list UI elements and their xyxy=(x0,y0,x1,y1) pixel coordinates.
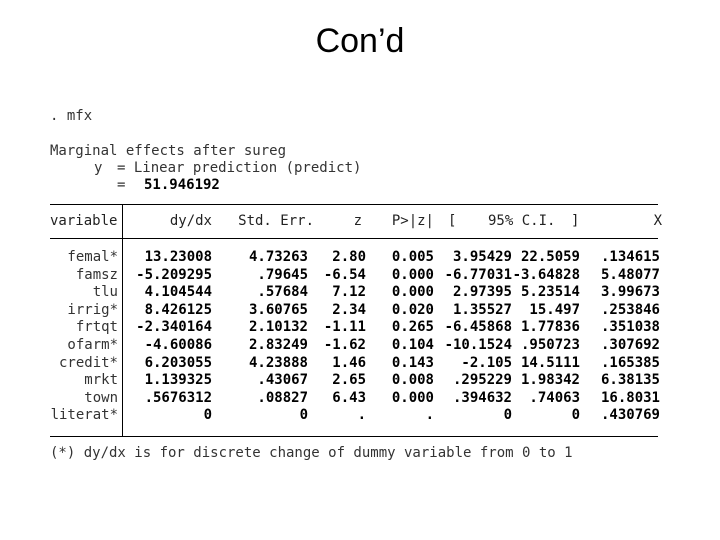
cell-dydx: -5.209295 xyxy=(136,266,212,283)
cell-x: .307692 xyxy=(600,337,660,353)
cell-z: -1.11 xyxy=(323,319,366,336)
cell-hi: 22.5059 xyxy=(520,249,580,265)
col-pvalue: P>|z| xyxy=(391,213,434,229)
cell-z: . xyxy=(357,407,366,424)
cell-p: 0.143 xyxy=(391,354,434,371)
cell-x: .134615 xyxy=(600,249,660,265)
cell-hi: 14.5111 xyxy=(520,354,580,371)
cell-se: 0 xyxy=(299,407,308,424)
cell-lo: -2.105 xyxy=(461,354,512,371)
cell-dydx: 8.426125 xyxy=(144,301,212,318)
cell-lo: .295229 xyxy=(452,372,512,389)
cell-var: mrkt xyxy=(84,372,118,389)
cell-var: femal* xyxy=(67,249,118,265)
cell-hi: 1.98342 xyxy=(520,372,580,389)
cell-z: 2.65 xyxy=(332,372,366,389)
col-x: X xyxy=(653,213,662,229)
cell-lo: -6.45868 xyxy=(444,319,512,336)
col-ci-open: [ xyxy=(448,213,457,229)
cell-x: .351038 xyxy=(600,319,660,336)
table-top-rule xyxy=(50,204,658,205)
cell-z: 1.46 xyxy=(332,354,366,371)
cell-hi: 0 xyxy=(571,407,580,424)
cell-x: 5.48077 xyxy=(600,266,660,283)
cell-p: 0.000 xyxy=(391,266,434,283)
cell-var: famsz xyxy=(75,266,118,283)
cell-p: 0.005 xyxy=(391,249,434,265)
cell-x: .253846 xyxy=(600,301,660,318)
cell-se: 4.73263 xyxy=(248,249,308,265)
cell-p: 0.000 xyxy=(391,284,434,301)
header-y-text: = Linear prediction (predict) xyxy=(117,160,362,176)
cell-z: 6.43 xyxy=(332,389,366,406)
cell-x: 3.99673 xyxy=(600,284,660,301)
cell-se: 3.60765 xyxy=(248,301,308,318)
cell-lo: -10.1524 xyxy=(444,337,512,353)
cell-dydx: 1.139325 xyxy=(144,372,212,389)
cell-z: 7.12 xyxy=(332,284,366,301)
cell-dydx: 6.203055 xyxy=(144,354,212,371)
cell-se: .79645 xyxy=(257,266,308,283)
cell-dydx: -4.60086 xyxy=(144,337,212,353)
table-header-rule xyxy=(50,238,658,239)
table-vertical-rule xyxy=(122,204,123,436)
stata-command: . mfx xyxy=(50,108,93,124)
cell-hi: 5.23514 xyxy=(520,284,580,301)
col-variable: variable xyxy=(50,213,118,229)
cell-se: 4.23888 xyxy=(248,354,308,371)
col-ci: 95% C.I. xyxy=(488,213,556,229)
cell-var: irrig* xyxy=(67,301,118,318)
cell-hi: 15.497 xyxy=(529,301,580,318)
header-value: 51.946192 xyxy=(144,177,220,193)
cell-lo: -6.77031 xyxy=(444,266,512,283)
cell-x: 16.8031 xyxy=(600,389,660,406)
cell-x: 6.38135 xyxy=(600,372,660,389)
cell-z: -1.62 xyxy=(323,337,366,353)
cell-lo: 2.97395 xyxy=(452,284,512,301)
cell-lo: 0 xyxy=(503,407,512,424)
cell-dydx: .5676312 xyxy=(144,389,212,406)
cell-x: .430769 xyxy=(600,407,660,424)
cell-se: .43067 xyxy=(257,372,308,389)
cell-hi: .950723 xyxy=(520,337,580,353)
cell-lo: 3.95429 xyxy=(452,249,512,265)
cell-p: 0.020 xyxy=(391,301,434,318)
header-line-1: Marginal effects after sureg xyxy=(50,143,287,159)
cell-dydx: -2.340164 xyxy=(136,319,212,336)
cell-lo: 1.35527 xyxy=(452,301,512,318)
cell-se: .57684 xyxy=(257,284,308,301)
header-y-label: y xyxy=(94,160,103,176)
cell-var: town xyxy=(84,389,118,406)
cell-var: tlu xyxy=(92,284,118,301)
cell-se: .08827 xyxy=(257,389,308,406)
cell-x: .165385 xyxy=(600,354,660,371)
header-eq: = xyxy=(117,177,126,193)
cell-p: 0.008 xyxy=(391,372,434,389)
cell-hi: 1.77836 xyxy=(520,319,580,336)
cell-hi: -3.64828 xyxy=(512,266,580,283)
cell-dydx: 0 xyxy=(203,407,212,424)
cell-p: 0.104 xyxy=(391,337,434,353)
cell-p: 0.000 xyxy=(391,389,434,406)
col-stderr: Std. Err. xyxy=(238,213,314,229)
cell-lo: .394632 xyxy=(452,389,512,406)
table-bottom-rule xyxy=(50,436,658,437)
cell-var: credit* xyxy=(58,354,118,371)
cell-p: 0.265 xyxy=(391,319,434,336)
cell-z: -6.54 xyxy=(323,266,366,283)
cell-var: literat* xyxy=(50,407,118,424)
cell-se: 2.83249 xyxy=(248,337,308,353)
cell-se: 2.10132 xyxy=(248,319,308,336)
cell-p: . xyxy=(425,407,434,424)
cell-z: 2.34 xyxy=(332,301,366,318)
footnote: (*) dy/dx is for discrete change of dummy variable from 0 to 1 xyxy=(50,445,573,461)
cell-var: ofarm* xyxy=(67,337,118,353)
cell-dydx: 13.23008 xyxy=(144,249,212,265)
cell-hi: .74063 xyxy=(529,389,580,406)
slide-title: Con’d xyxy=(315,22,405,60)
cell-dydx: 4.104544 xyxy=(144,284,212,301)
cell-var: frtqt xyxy=(75,319,118,336)
cell-z: 2.80 xyxy=(332,249,366,265)
col-ci-close: ] xyxy=(571,213,580,229)
col-z: z xyxy=(353,213,362,229)
col-dydx: dy/dx xyxy=(169,213,212,229)
